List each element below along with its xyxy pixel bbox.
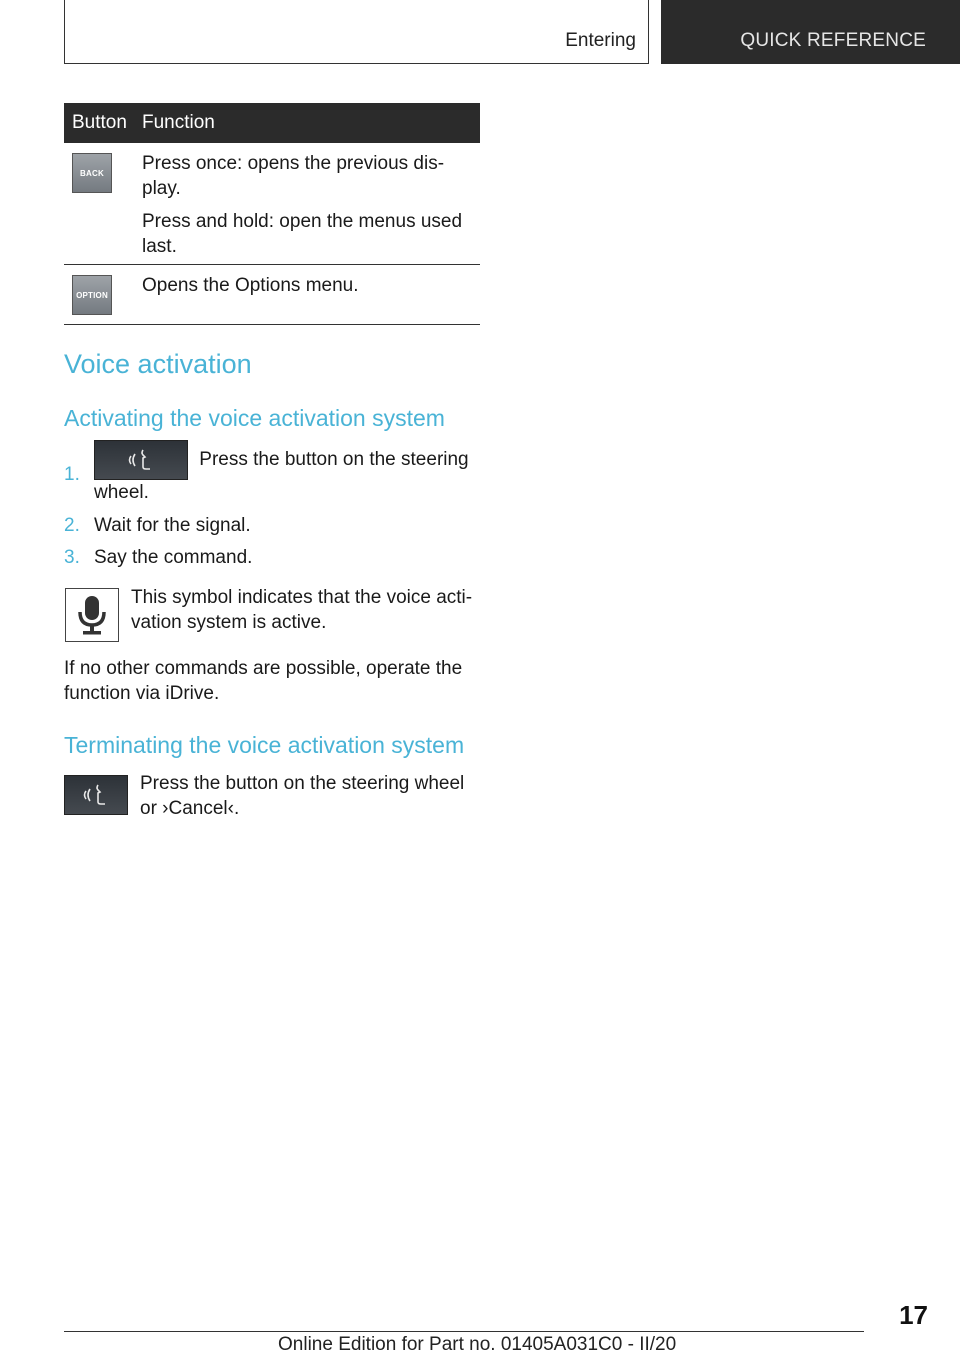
table-row xyxy=(64,265,480,325)
function-cell xyxy=(142,265,480,324)
step-number: 2. xyxy=(64,515,80,536)
header-chapter-title: QUICK REFERENCE xyxy=(740,30,926,51)
step-text: Wait for the signal. xyxy=(94,515,251,536)
header-section-title: Entering xyxy=(565,30,636,51)
step-number: 3. xyxy=(64,547,80,568)
voice-command-icon xyxy=(94,440,188,480)
function-text: Opens the Options menu. xyxy=(142,275,359,296)
table-header xyxy=(64,103,480,143)
terminating-heading: Terminating the voice activation system xyxy=(64,732,465,758)
list-item xyxy=(64,440,484,505)
back-button-icon: BACK xyxy=(72,153,112,193)
button-function-table xyxy=(64,103,480,325)
column-header-function: Function xyxy=(142,112,215,133)
function-text: Press once: opens the previous dis-play. xyxy=(142,153,445,199)
footer-divider xyxy=(64,1331,864,1332)
microphone-icon xyxy=(65,588,119,642)
list-item xyxy=(64,513,484,538)
header-chapter-box xyxy=(661,0,960,64)
step-text: Say the command. xyxy=(94,547,253,568)
page-number: 17 xyxy=(899,1300,928,1330)
function-text: Press and hold: open the menus used last. xyxy=(142,211,463,257)
option-button-icon: OPTION xyxy=(72,275,112,315)
symbol-note: This symbol indicates that the voice acti-vation system is active. xyxy=(131,587,473,633)
no-commands-note: If no other commands are possible, operate the function via iDrive. xyxy=(64,658,463,704)
footer-edition: Online Edition for Part no. 01405A031C0 - II/20 xyxy=(278,1334,677,1355)
table-row xyxy=(64,143,480,265)
activating-heading: Activating the voice activation system xyxy=(64,405,445,431)
step-text: Press the button on the steering wheel. xyxy=(94,449,469,503)
voice-command-icon xyxy=(64,775,128,815)
list-item xyxy=(64,545,484,570)
terminating-text: Press the button on the steering wheel or ›Cancel‹. xyxy=(140,773,465,819)
function-cell xyxy=(142,143,480,264)
voice-activation-heading: Voice activation xyxy=(64,349,252,379)
header-section-box xyxy=(64,0,649,64)
column-header-button: Button xyxy=(72,112,127,133)
step-number: 1. xyxy=(64,464,80,485)
activation-steps xyxy=(64,440,484,570)
